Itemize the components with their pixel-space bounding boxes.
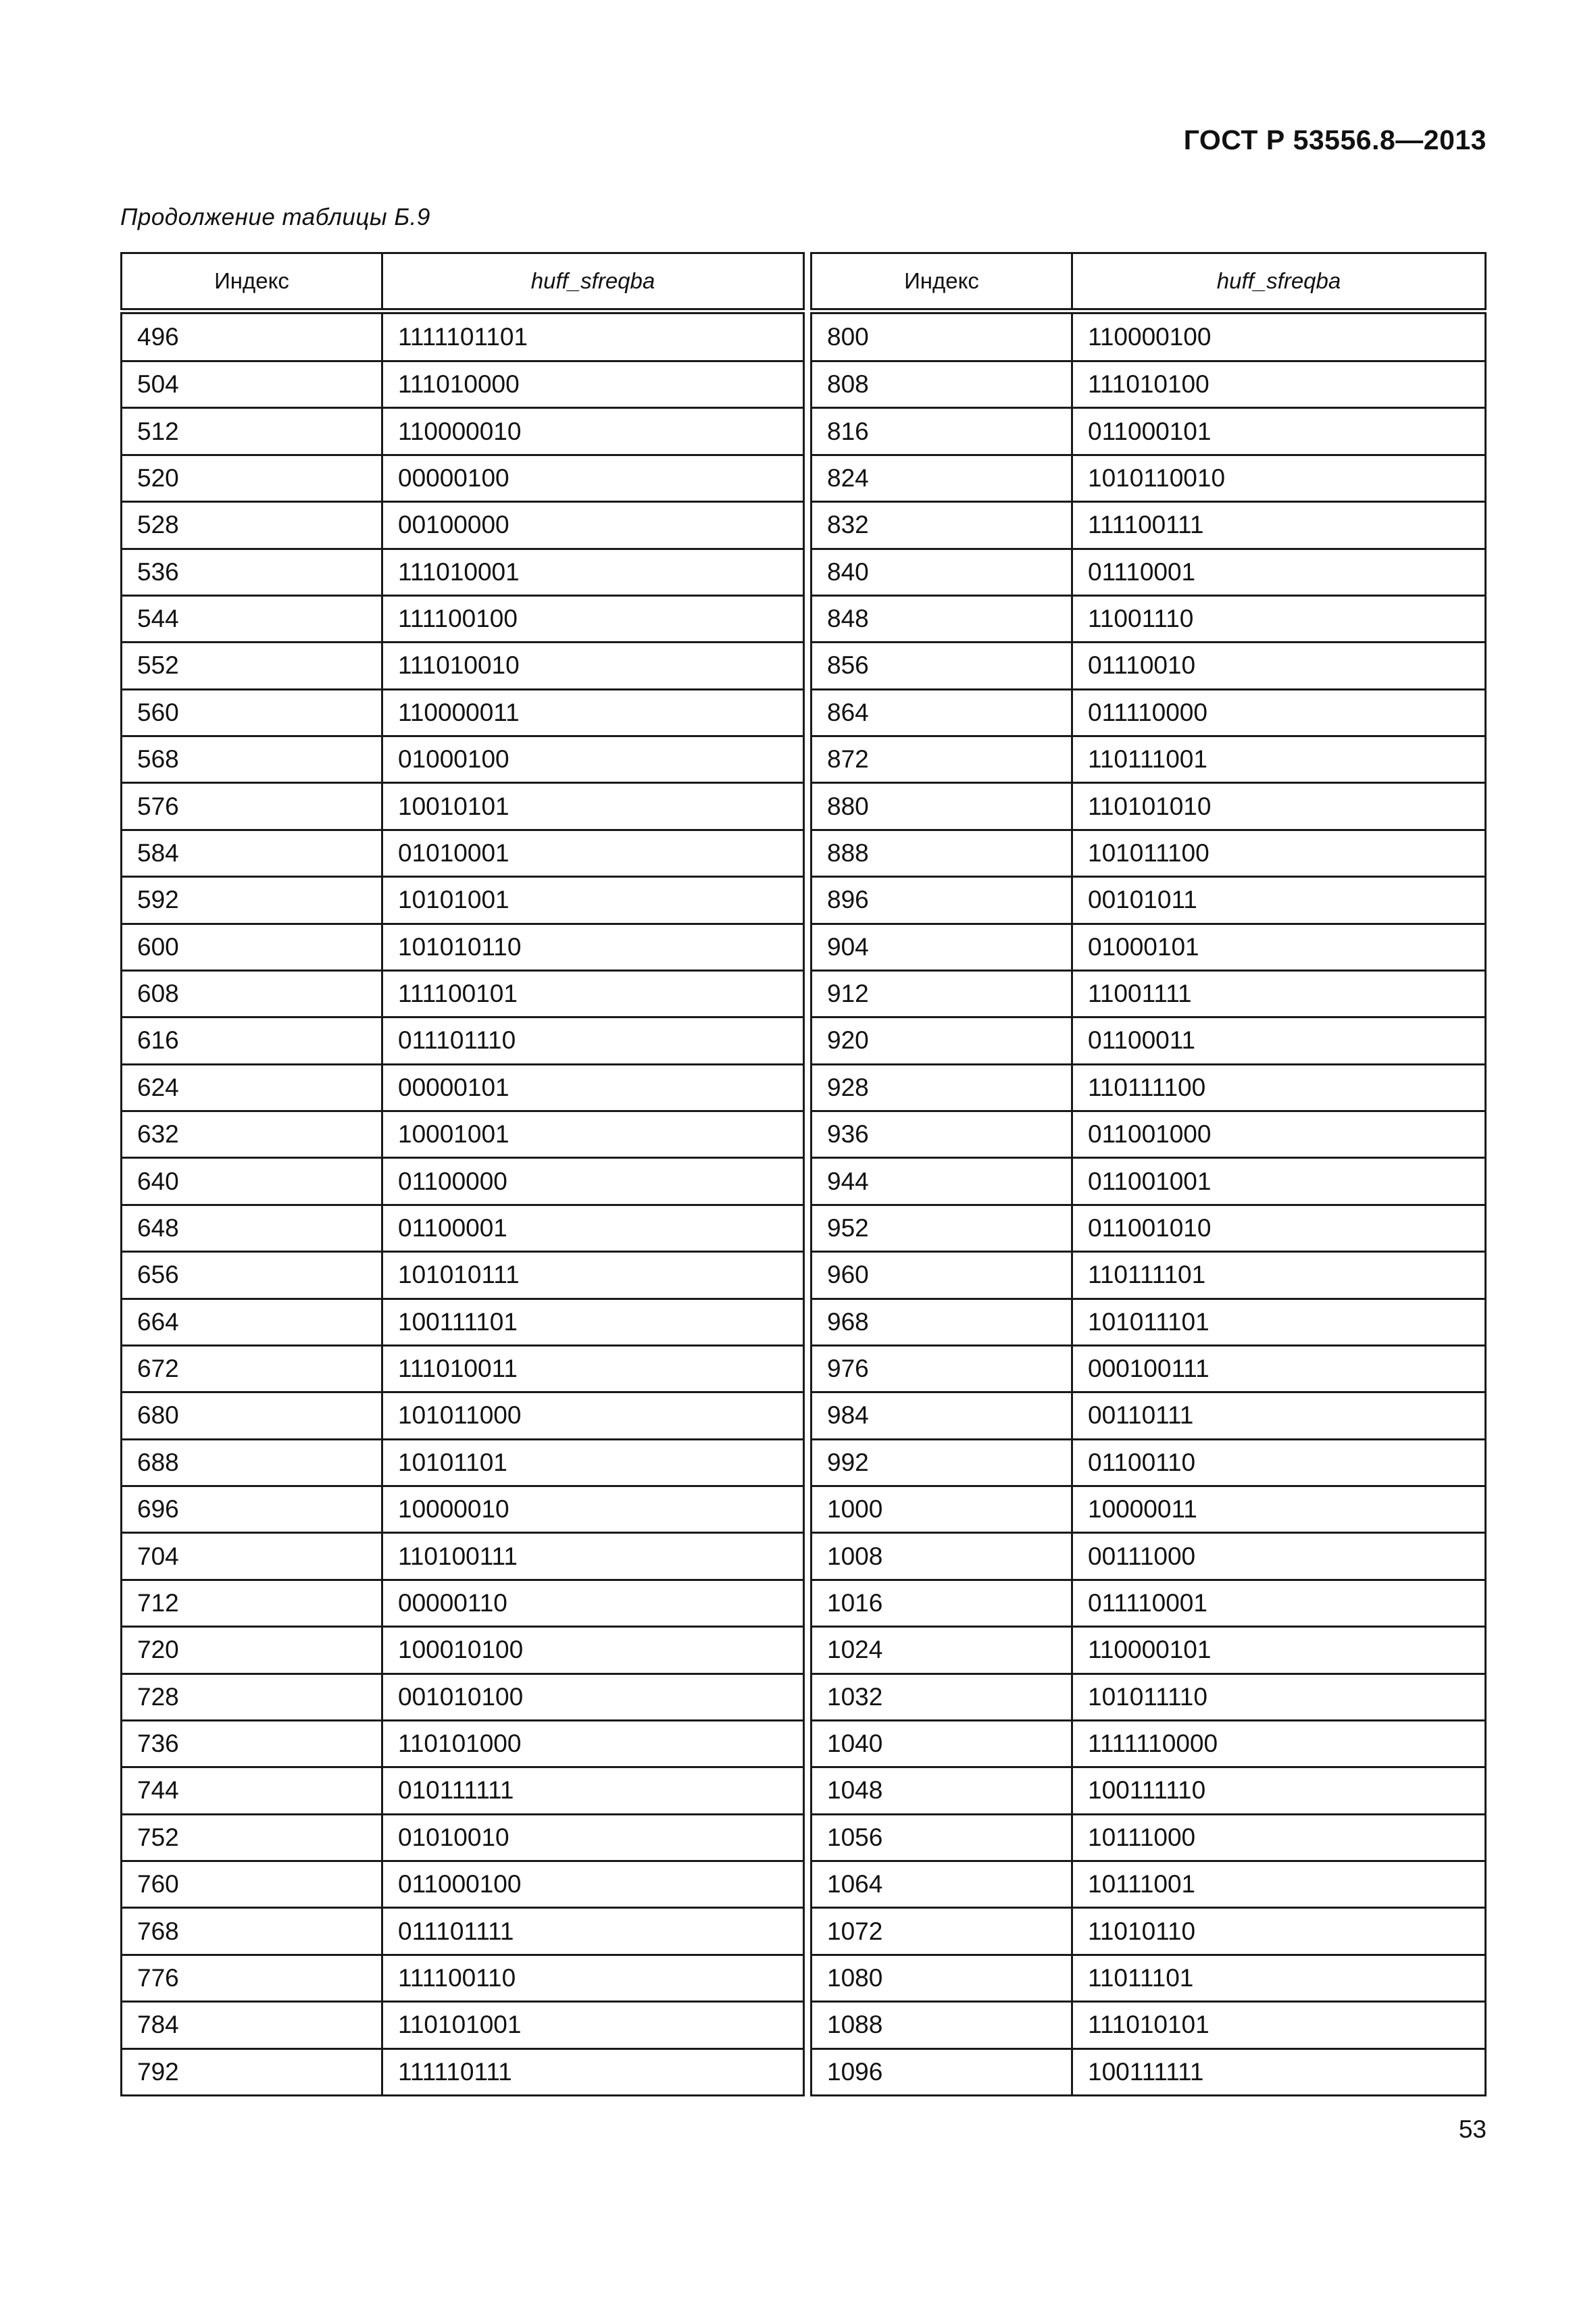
code-cell: 110101001 xyxy=(382,2002,804,2048)
code-cell: 111100101 xyxy=(382,970,804,1017)
table-row xyxy=(122,1345,804,1392)
code-cell: 110000100 xyxy=(1072,311,1486,361)
index-cell: 640 xyxy=(122,1158,382,1205)
table-row xyxy=(122,970,804,1017)
index-cell: 696 xyxy=(122,1486,382,1533)
table-row xyxy=(812,455,1486,501)
table-row xyxy=(812,1767,1486,1814)
code-cell: 101011000 xyxy=(382,1392,804,1439)
table-row xyxy=(122,1861,804,1908)
table-row xyxy=(122,643,804,689)
index-cell: 848 xyxy=(812,595,1072,642)
index-cell: 928 xyxy=(812,1064,1072,1111)
index-cell: 704 xyxy=(122,1533,382,1580)
table-row xyxy=(812,1392,1486,1439)
code-cell: 110101010 xyxy=(1072,783,1486,830)
index-cell: 1008 xyxy=(812,1533,1072,1580)
table-row xyxy=(122,1533,804,1580)
table-row xyxy=(812,1580,1486,1626)
code-cell: 111010011 xyxy=(382,1345,804,1392)
code-cell: 1111101101 xyxy=(382,311,804,361)
code-cell: 111100110 xyxy=(382,1955,804,2001)
code-cell: 100111111 xyxy=(1072,2048,1486,2096)
table-row xyxy=(812,783,1486,830)
table-row xyxy=(812,595,1486,642)
code-cell: 11011101 xyxy=(1072,1955,1486,2001)
table-row xyxy=(122,1627,804,1674)
table-row xyxy=(122,1908,804,1955)
index-cell: 832 xyxy=(812,502,1072,549)
table-row xyxy=(122,1814,804,1861)
code-cell: 10101001 xyxy=(382,877,804,924)
table-row xyxy=(812,361,1486,408)
index-cell: 712 xyxy=(122,1580,382,1626)
index-cell: 896 xyxy=(812,877,1072,924)
table-row xyxy=(122,1064,804,1111)
index-cell: 856 xyxy=(812,643,1072,689)
table-row xyxy=(122,1017,804,1064)
page-number: 53 xyxy=(1458,2115,1487,2143)
code-cell: 110000101 xyxy=(1072,1627,1486,1674)
index-cell: 744 xyxy=(122,1767,382,1814)
table-row xyxy=(812,549,1486,595)
index-cell: 520 xyxy=(122,455,382,501)
table-row xyxy=(812,502,1486,549)
index-cell: 656 xyxy=(122,1252,382,1299)
table-row xyxy=(812,1908,1486,1955)
table-row xyxy=(122,2002,804,2048)
table-row xyxy=(122,1486,804,1533)
index-cell: 888 xyxy=(812,830,1072,876)
code-cell: 111010010 xyxy=(382,643,804,689)
index-cell: 624 xyxy=(122,1064,382,1111)
table-caption: Продолжение таблицы Б.9 xyxy=(120,204,430,230)
index-cell: 840 xyxy=(812,549,1072,595)
table-row xyxy=(812,1158,1486,1205)
index-cell: 992 xyxy=(812,1439,1072,1486)
table-row xyxy=(122,311,804,361)
column-header-code: huff_sfreqba xyxy=(1072,253,1486,311)
code-cell: 10000010 xyxy=(382,1486,804,1533)
table-row xyxy=(122,361,804,408)
table-row xyxy=(122,1767,804,1814)
table-row xyxy=(812,311,1486,361)
table-row xyxy=(812,2002,1486,2048)
index-cell: 1056 xyxy=(812,1814,1072,1861)
code-cell: 011110001 xyxy=(1072,1580,1486,1626)
code-cell: 00000110 xyxy=(382,1580,804,1626)
code-cell: 110111100 xyxy=(1072,1064,1486,1111)
code-cell: 11001110 xyxy=(1072,595,1486,642)
index-cell: 1096 xyxy=(812,2048,1072,2096)
table-row xyxy=(122,1720,804,1767)
index-cell: 1032 xyxy=(812,1674,1072,1720)
table-row xyxy=(122,2048,804,2096)
code-cell: 100010100 xyxy=(382,1627,804,1674)
table-header-row xyxy=(122,253,804,311)
huffman-table xyxy=(120,252,1487,2096)
table-row xyxy=(812,1814,1486,1861)
index-cell: 584 xyxy=(122,830,382,876)
code-cell: 001010100 xyxy=(382,1674,804,1720)
code-cell: 110000010 xyxy=(382,408,804,455)
code-cell: 111100111 xyxy=(1072,502,1486,549)
table-row xyxy=(812,1955,1486,2001)
table-row xyxy=(812,2048,1486,2096)
code-cell: 00000100 xyxy=(382,455,804,501)
table-row xyxy=(812,1720,1486,1767)
index-cell: 592 xyxy=(122,877,382,924)
code-cell: 100111101 xyxy=(382,1299,804,1345)
index-cell: 944 xyxy=(812,1158,1072,1205)
index-cell: 864 xyxy=(812,689,1072,736)
code-cell: 10000011 xyxy=(1072,1486,1486,1533)
code-cell: 011001000 xyxy=(1072,1111,1486,1158)
code-cell: 101011101 xyxy=(1072,1299,1486,1345)
index-cell: 1048 xyxy=(812,1767,1072,1814)
index-cell: 760 xyxy=(122,1861,382,1908)
code-cell: 01010010 xyxy=(382,1814,804,1861)
code-cell: 011101110 xyxy=(382,1017,804,1064)
index-cell: 1064 xyxy=(812,1861,1072,1908)
code-cell: 101010110 xyxy=(382,924,804,970)
table-right-half xyxy=(810,252,1487,2096)
index-cell: 528 xyxy=(122,502,382,549)
code-cell: 10001001 xyxy=(382,1111,804,1158)
index-cell: 936 xyxy=(812,1111,1072,1158)
index-cell: 632 xyxy=(122,1111,382,1158)
code-cell: 01000101 xyxy=(1072,924,1486,970)
index-cell: 600 xyxy=(122,924,382,970)
index-cell: 912 xyxy=(812,970,1072,1017)
code-cell: 1010110010 xyxy=(1072,455,1486,501)
index-cell: 672 xyxy=(122,1345,382,1392)
index-cell: 872 xyxy=(812,736,1072,783)
code-cell: 011000100 xyxy=(382,1861,804,1908)
code-cell: 110101000 xyxy=(382,1720,804,1767)
index-cell: 904 xyxy=(812,924,1072,970)
table-row xyxy=(122,1955,804,2001)
table-row xyxy=(812,1674,1486,1720)
table-row xyxy=(122,736,804,783)
table-row xyxy=(122,1205,804,1251)
index-cell: 784 xyxy=(122,2002,382,2048)
table-left-half xyxy=(120,252,805,2096)
table-row xyxy=(812,1627,1486,1674)
table-row xyxy=(812,970,1486,1017)
code-cell: 01100110 xyxy=(1072,1439,1486,1486)
table-row xyxy=(812,1533,1486,1580)
table-row xyxy=(812,1345,1486,1392)
index-cell: 1080 xyxy=(812,1955,1072,2001)
column-header-index: Индекс xyxy=(122,253,382,311)
index-cell: 768 xyxy=(122,1908,382,1955)
index-cell: 960 xyxy=(812,1252,1072,1299)
table-row xyxy=(122,783,804,830)
table-row xyxy=(812,1252,1486,1299)
index-cell: 568 xyxy=(122,736,382,783)
code-cell: 101011100 xyxy=(1072,830,1486,876)
index-cell: 504 xyxy=(122,361,382,408)
table-row xyxy=(812,736,1486,783)
table-row xyxy=(122,1392,804,1439)
index-cell: 824 xyxy=(812,455,1072,501)
code-cell: 110000011 xyxy=(382,689,804,736)
index-cell: 952 xyxy=(812,1205,1072,1251)
table-row xyxy=(122,830,804,876)
code-cell: 10010101 xyxy=(382,783,804,830)
code-cell: 101011110 xyxy=(1072,1674,1486,1720)
table-row xyxy=(812,643,1486,689)
code-cell: 011001010 xyxy=(1072,1205,1486,1251)
code-cell: 110100111 xyxy=(382,1533,804,1580)
table-header-row xyxy=(812,253,1486,311)
code-cell: 010111111 xyxy=(382,1767,804,1814)
code-cell: 00110111 xyxy=(1072,1392,1486,1439)
code-cell: 000100111 xyxy=(1072,1345,1486,1392)
code-cell: 110111001 xyxy=(1072,736,1486,783)
index-cell: 976 xyxy=(812,1345,1072,1392)
table-row xyxy=(122,924,804,970)
code-cell: 011001001 xyxy=(1072,1158,1486,1205)
table-row xyxy=(122,877,804,924)
index-cell: 544 xyxy=(122,595,382,642)
table-row xyxy=(812,1299,1486,1345)
code-cell: 01110001 xyxy=(1072,549,1486,595)
index-cell: 968 xyxy=(812,1299,1072,1345)
index-cell: 560 xyxy=(122,689,382,736)
code-cell: 011110000 xyxy=(1072,689,1486,736)
table-row xyxy=(122,455,804,501)
table-row xyxy=(812,1111,1486,1158)
table-row xyxy=(122,1158,804,1205)
table-row xyxy=(122,502,804,549)
table-row xyxy=(812,408,1486,455)
code-cell: 111100100 xyxy=(382,595,804,642)
code-cell: 00000101 xyxy=(382,1064,804,1111)
index-cell: 616 xyxy=(122,1017,382,1064)
index-cell: 776 xyxy=(122,1955,382,2001)
code-cell: 10111000 xyxy=(1072,1814,1486,1861)
index-cell: 1016 xyxy=(812,1580,1072,1626)
index-cell: 680 xyxy=(122,1392,382,1439)
code-cell: 100111110 xyxy=(1072,1767,1486,1814)
index-cell: 496 xyxy=(122,311,382,361)
table-row xyxy=(122,1674,804,1720)
index-cell: 736 xyxy=(122,1720,382,1767)
table-row xyxy=(812,1439,1486,1486)
code-cell: 11010110 xyxy=(1072,1908,1486,1955)
code-cell: 10111001 xyxy=(1072,1861,1486,1908)
code-cell: 011000101 xyxy=(1072,408,1486,455)
table-right-body xyxy=(812,311,1486,2096)
code-cell: 111010100 xyxy=(1072,361,1486,408)
code-cell: 101010111 xyxy=(382,1252,804,1299)
index-cell: 800 xyxy=(812,311,1072,361)
index-cell: 648 xyxy=(122,1205,382,1251)
table-row xyxy=(122,1580,804,1626)
column-header-code: huff_sfreqba xyxy=(382,253,804,311)
index-cell: 608 xyxy=(122,970,382,1017)
table-row xyxy=(122,1111,804,1158)
index-cell: 1072 xyxy=(812,1908,1072,1955)
table-row xyxy=(122,1252,804,1299)
index-cell: 792 xyxy=(122,2048,382,2096)
index-cell: 536 xyxy=(122,549,382,595)
table-row xyxy=(812,1861,1486,1908)
code-cell: 111010000 xyxy=(382,361,804,408)
code-cell: 110111101 xyxy=(1072,1252,1486,1299)
index-cell: 720 xyxy=(122,1627,382,1674)
table-row xyxy=(122,549,804,595)
table-row xyxy=(122,1439,804,1486)
code-cell: 10101101 xyxy=(382,1439,804,1486)
index-cell: 984 xyxy=(812,1392,1072,1439)
code-cell: 111010101 xyxy=(1072,2002,1486,2048)
table-row xyxy=(812,830,1486,876)
code-cell: 011101111 xyxy=(382,1908,804,1955)
code-cell: 11001111 xyxy=(1072,970,1486,1017)
index-cell: 728 xyxy=(122,1674,382,1720)
index-cell: 1040 xyxy=(812,1720,1072,1767)
code-cell: 1111110000 xyxy=(1072,1720,1486,1767)
index-cell: 552 xyxy=(122,643,382,689)
index-cell: 576 xyxy=(122,783,382,830)
code-cell: 111010001 xyxy=(382,549,804,595)
index-cell: 512 xyxy=(122,408,382,455)
index-cell: 816 xyxy=(812,408,1072,455)
table-row xyxy=(812,924,1486,970)
column-header-index: Индекс xyxy=(812,253,1072,311)
code-cell: 00100000 xyxy=(382,502,804,549)
table-row xyxy=(812,689,1486,736)
table-row xyxy=(812,1486,1486,1533)
table-row xyxy=(812,1064,1486,1111)
code-cell: 00111000 xyxy=(1072,1533,1486,1580)
index-cell: 808 xyxy=(812,361,1072,408)
index-cell: 1024 xyxy=(812,1627,1072,1674)
code-cell: 00101011 xyxy=(1072,877,1486,924)
index-cell: 920 xyxy=(812,1017,1072,1064)
code-cell: 111110111 xyxy=(382,2048,804,2096)
index-cell: 1088 xyxy=(812,2002,1072,2048)
table-row xyxy=(812,1017,1486,1064)
table-row xyxy=(122,1299,804,1345)
document-code: ГОСТ Р 53556.8—2013 xyxy=(1183,124,1487,155)
index-cell: 752 xyxy=(122,1814,382,1861)
code-cell: 01100000 xyxy=(382,1158,804,1205)
code-cell: 01100001 xyxy=(382,1205,804,1251)
table-row xyxy=(122,408,804,455)
index-cell: 880 xyxy=(812,783,1072,830)
index-cell: 664 xyxy=(122,1299,382,1345)
table-row xyxy=(812,877,1486,924)
index-cell: 1000 xyxy=(812,1486,1072,1533)
code-cell: 01000100 xyxy=(382,736,804,783)
table-row xyxy=(122,595,804,642)
index-cell: 688 xyxy=(122,1439,382,1486)
table-row xyxy=(812,1205,1486,1251)
code-cell: 01110010 xyxy=(1072,643,1486,689)
code-cell: 01100011 xyxy=(1072,1017,1486,1064)
code-cell: 01010001 xyxy=(382,830,804,876)
table-left-body xyxy=(122,311,804,2096)
table-row xyxy=(122,689,804,736)
